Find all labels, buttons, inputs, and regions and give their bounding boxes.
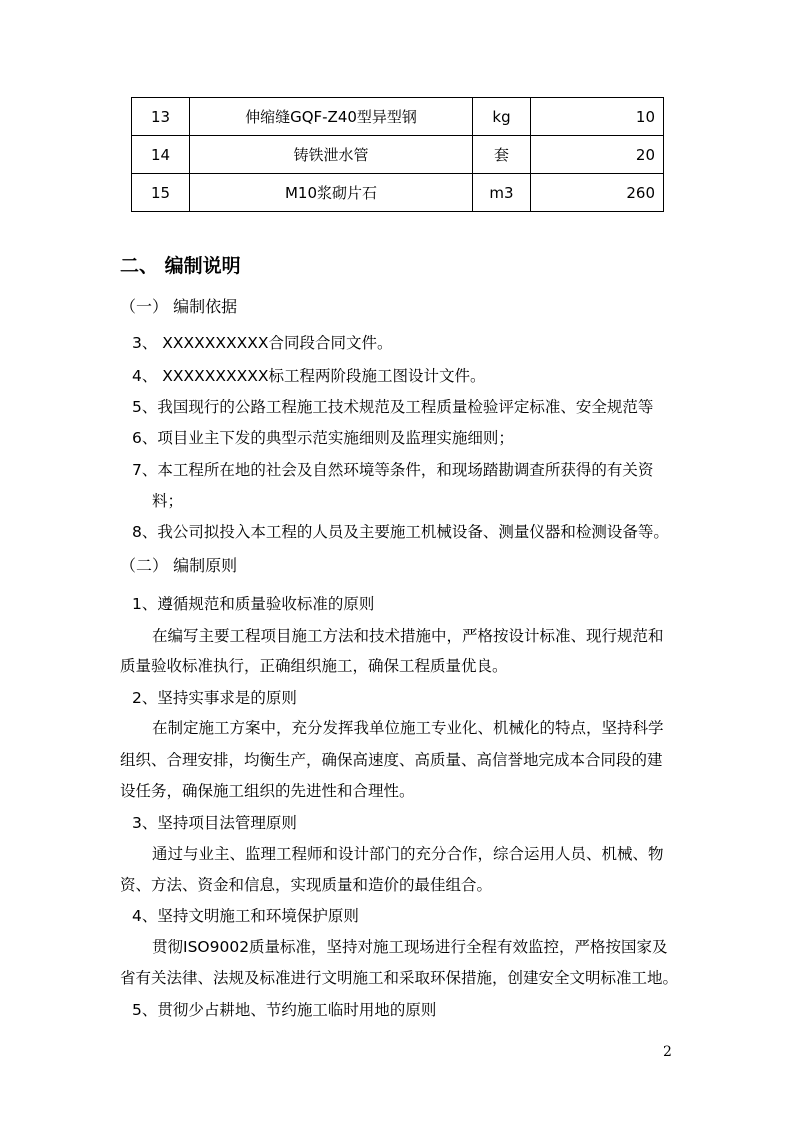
row-number: 14 [132, 136, 190, 174]
quantity: 10 [531, 98, 664, 136]
paragraph-line: 在编写主要工程项目施工方法和技术措施中，严格按设计标准、现行规范和 [152, 627, 664, 645]
page-number: 2 [663, 1044, 672, 1060]
paragraph-line: 设任务，确保施工组织的先进性和合理性。 [120, 782, 415, 800]
material-name: 铸铁泄水管 [190, 136, 473, 174]
principle-title: 5、贯彻少占耕地、节约施工临时用地的原则 [132, 1001, 437, 1019]
list-item: 3、 XXXXXXXXXX合同段合同文件。 [132, 334, 393, 352]
paragraph-line: 贯彻ISO9002质量标准，坚持对施工现场进行全程有效监控，严格按国家及 [152, 938, 668, 956]
principle-title: 2、坚持实事求是的原则 [132, 689, 297, 707]
paragraph-line: 省有关法律、法规及标准进行文明施工和采取环保措施，创建安全文明标准工地。 [120, 969, 679, 987]
table-row [132, 98, 664, 136]
section-heading: 二、 编制说明 [120, 255, 241, 277]
list-item-continuation: 料； [152, 492, 184, 510]
subsection-heading: （二） 编制原则 [120, 556, 238, 575]
principle-title: 4、坚持文明施工和环境保护原则 [132, 907, 359, 925]
principle-title: 1、遵循规范和质量验收标准的原则 [132, 595, 375, 613]
paragraph-line: 通过与业主、监理工程师和设计部门的充分合作，综合运用人员、机械、物 [152, 845, 664, 863]
row-number: 15 [132, 174, 190, 212]
table-row [132, 174, 664, 212]
material-name: 伸缩缝GQF-Z40型异型钢 [190, 98, 473, 136]
materials-table [131, 97, 664, 212]
unit: 套 [473, 136, 531, 174]
subsection-heading: （一） 编制依据 [120, 297, 238, 316]
paragraph-line: 资、方法、资金和信息，实现质量和造价的最佳组合。 [120, 876, 493, 894]
material-name: M10浆砌片石 [190, 174, 473, 212]
row-number: 13 [132, 98, 190, 136]
unit: m3 [473, 174, 531, 212]
table-row [132, 136, 664, 174]
list-item: 4、 XXXXXXXXXX标工程两阶段施工图设计文件。 [132, 367, 486, 385]
list-item: 5、我国现行的公路工程施工技术规范及工程质量检验评定标准、安全规范等 [132, 398, 654, 416]
paragraph-line: 组织、合理安排，均衡生产，确保高速度、高质量、高信誉地完成本合同段的建 [120, 751, 663, 769]
list-item: 8、我公司拟投入本工程的人员及主要施工机械设备、测量仪器和检测设备等。 [132, 523, 669, 541]
unit: kg [473, 98, 531, 136]
quantity: 260 [531, 174, 664, 212]
paragraph-line: 在制定施工方案中，充分发挥我单位施工专业化、机械化的特点，坚持科学 [152, 719, 664, 737]
paragraph-line: 质量验收标准执行，正确组织施工，确保工程质量优良。 [120, 657, 508, 675]
quantity: 20 [531, 136, 664, 174]
list-item: 6、项目业主下发的典型示范实施细则及监理实施细则； [132, 429, 514, 447]
principle-title: 3、坚持项目法管理原则 [132, 814, 297, 832]
list-item: 7、本工程所在地的社会及自然环境等条件，和现场踏勘调查所获得的有关资 [132, 461, 654, 479]
